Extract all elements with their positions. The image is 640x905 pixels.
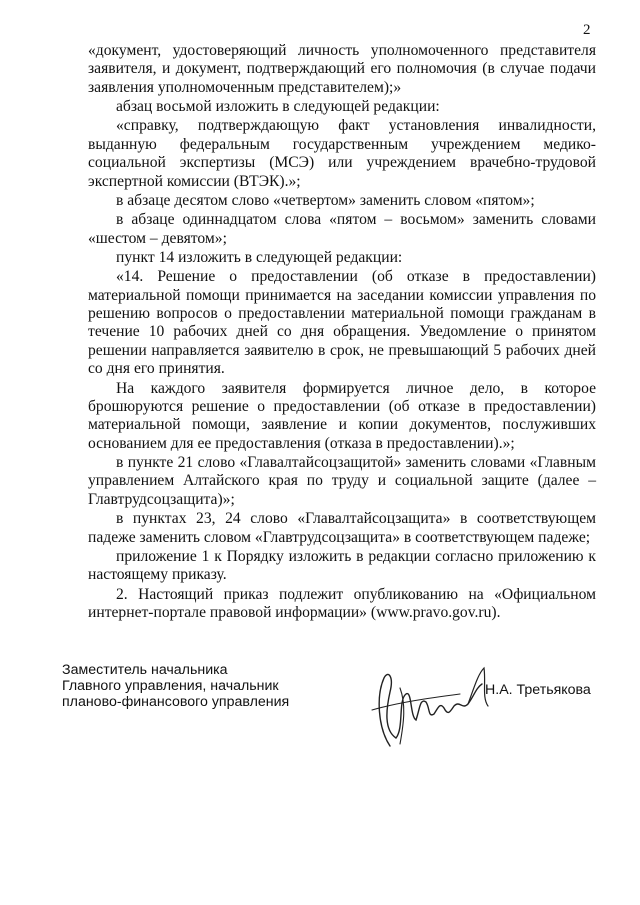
paragraph: абзац восьмой изложить в следующей редакции: <box>116 98 440 116</box>
page-number: 2 <box>583 22 591 38</box>
paragraph: «документ, удостоверяющий личность уполномоченного представителя заявителя, и документ, подтверждающий его полномочия (в случае подачи заявления уполномоченным представителем);» <box>88 42 596 96</box>
paragraph: в абзаце десятом слово «четвертом» заменить словом «пятом»; <box>116 191 535 209</box>
paragraph: в пункте 21 слово «Главалтайсоцзащитой» заменить словами «Главным управлением Алтайского края по труду и социальной защите (далее – Главтрудсоцзащита)»; <box>88 454 596 508</box>
paragraph: «14. Решение о предоставлении (об отказе в предоставлении) материальной помощи принимается на заседании комиссии управления по решению вопросов о предоставлении материальной помощи гражданам в течение 10 рабочих дней со дня обращения. Уведомление о принятом решении направляется заявителю в срок, не превышающий 5 рабочих дней со дня его принятия. <box>88 268 596 378</box>
signer-name: Н.А. Третьякова <box>485 682 591 698</box>
paragraph: в абзаце одиннадцатом слова «пятом – восьмом» заменить словами «шестом – девятом»; <box>88 211 596 247</box>
paragraph: «справку, подтверждающую факт установления инвалидности, выданную федеральным государственным учреждением медико-социальной экспертизы (МСЭ) или учреждением врачебно-трудовой экспертной комиссии (ВТЭК).»; <box>88 117 596 190</box>
position-line: Заместитель начальника <box>62 662 228 678</box>
paragraph: На каждого заявителя формируется личное дело, в которое брошюруются решение о предоставлении (об отказе в предоставлении) материальной помощи, заявление и копии документов, послуживших основанием для ее предоставления (отказа в предоставлении).»; <box>88 379 596 452</box>
document-body <box>88 42 596 623</box>
position-line: Главного управления, начальник <box>62 678 279 694</box>
handwritten-signature <box>360 658 490 758</box>
position-line: планово-финансового управления <box>62 694 290 710</box>
signatory-position <box>62 662 289 710</box>
paragraph: приложение 1 к Порядку изложить в редакции согласно приложению к настоящему приказу. <box>88 547 596 584</box>
paragraph: в пунктах 23, 24 слово «Главалтайсоцзащита» в соответствующем падеже заменить словом «Главтрудсоцзащита» в соответствующем падеже; <box>88 510 596 546</box>
paragraph: пункт 14 изложить в следующей редакции: <box>116 248 403 266</box>
paragraph: 2. Настоящий приказ подлежит опубликованию на «Официальном интернет-портале правовой информации» (www.pravo.gov.ru). <box>88 585 596 621</box>
